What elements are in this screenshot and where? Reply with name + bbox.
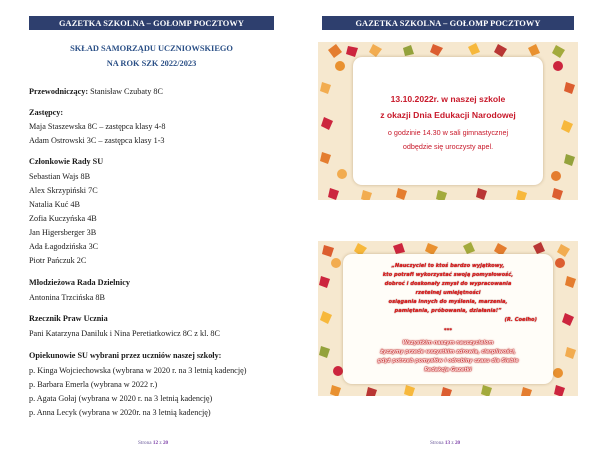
deputy-item: Maja Staszewska 8C – zastępca klasy 4-8 <box>29 122 166 131</box>
document-subtitle: NA ROK SZK 2022/2023 <box>106 59 197 68</box>
page-footer <box>430 440 460 446</box>
council-member: Piotr Pańczuk 2C <box>29 256 87 265</box>
council-member: Sebastian Wajs 8B <box>29 172 91 181</box>
wishes-line: Wszystkim naszym nauczycielom <box>402 340 494 346</box>
quote-line: kto potrafi wykorzystać swoją pomysłowość, <box>382 272 514 278</box>
chair-line <box>29 87 163 96</box>
page-header: GAZETKA SZKOLNA – GOŁOMP POCZTOWY <box>29 16 274 30</box>
quote-separator: *** <box>443 328 453 334</box>
ombudsman-heading: Rzecznik Praw Ucznia <box>29 314 108 323</box>
council-member: Jan Higersberger 3B <box>29 228 97 237</box>
footer-prefix: Strona <box>138 440 153 446</box>
document-title: SKŁAD SAMORZĄDU UCZNIOWSKIEGO <box>70 44 233 53</box>
wishes-signature: Redakcja Gazetki <box>424 367 472 373</box>
youth-council-member: Antonina Trzcińska 8B <box>29 293 105 302</box>
youth-council-heading: Młodzieżowa Rada Dzielnicy <box>29 278 130 287</box>
page-footer <box>138 440 168 446</box>
quote-line: osiągania innych do myślenia, marzenia, <box>388 299 508 305</box>
deputy-item: Adam Ostrowski 3C – zastępca klasy 1-3 <box>29 136 165 145</box>
guardians-heading: Opiekunowie SU wybrani przez uczniów naszej szkoły: <box>29 351 222 360</box>
guardian-item: p. Kinga Wojciechowska (wybrana w 2020 r. na 3 letnią kadencję) <box>29 366 247 375</box>
council-member: Zofia Kuczyńska 4B <box>29 214 97 223</box>
guardian-item: p. Anna Lecyk (wybrana w 2020r. na 3 letnią kadencję) <box>29 408 211 417</box>
footer-page-number: 12 <box>152 440 159 446</box>
council-member: Ada Łagodzińska 3C <box>29 242 99 251</box>
guardian-item: p. Agata Gołaj (wybrana w 2020 r. na 3 letnią kadencję) <box>29 394 213 403</box>
quote-line: „Nauczyciel to ktoś bardzo wyjątkowy, <box>391 263 505 269</box>
deputies-heading: Zastępcy: <box>29 108 64 117</box>
teachers-day-panel <box>343 254 553 384</box>
council-member: Natalia Kuć 4B <box>29 200 80 209</box>
page-13 <box>300 0 600 463</box>
quote-line: dobroć i doskonały zmysł do wypracowania <box>384 281 512 287</box>
announcement-line: z okazji Dnia Edukacji Narodowej <box>380 110 516 120</box>
announcement-line: 13.10.2022r. w naszej szkole <box>390 94 506 104</box>
footer-page-total: 20 <box>162 440 169 446</box>
footer-of: z <box>158 440 163 446</box>
announcement-autumn-frame <box>318 42 578 200</box>
chair-name: Stanisław Czubaty 8C <box>88 87 163 96</box>
footer-prefix: Strona <box>430 440 445 446</box>
ombudsman-member: Pani Katarzyna Daniluk i Nina Peretiatkowicz 8C z kl. 8C <box>29 329 220 338</box>
wishes-line: życzymy przede wszystkim zdrowia, cierpliwości, <box>380 349 516 355</box>
announcement-line: o godzinie 14.30 w sali gimnastycznej <box>387 128 509 137</box>
page-header: GAZETKA SZKOLNA – GOŁOMP POCZTOWY <box>322 16 574 30</box>
guardian-item: p. Barbara Emerla (wybrana w 2022 r.) <box>29 380 158 389</box>
footer-of: z <box>450 440 455 446</box>
footer-page-number: 13 <box>444 440 451 446</box>
teachers-day-autumn-frame <box>318 241 578 396</box>
wishes-line: gdyż potrzeb pomysłów i odrobiny czasu dla Siebie <box>377 358 519 364</box>
footer-page-total: 20 <box>454 440 461 446</box>
quote-author: (R. Coelho) <box>504 317 537 323</box>
chair-label: Przewodniczący: <box>29 87 89 96</box>
quote-line: pamiętania, próbowania, działania!” <box>394 308 502 314</box>
quote-line: rzetelnej umiejętności <box>415 290 481 296</box>
council-member: Alex Skrzypiński 7C <box>29 186 98 195</box>
announcement-panel <box>353 57 543 185</box>
announcement-line: odbędzie się uroczysty apel. <box>402 142 494 151</box>
council-heading: Członkowie Rady SU <box>29 157 104 166</box>
